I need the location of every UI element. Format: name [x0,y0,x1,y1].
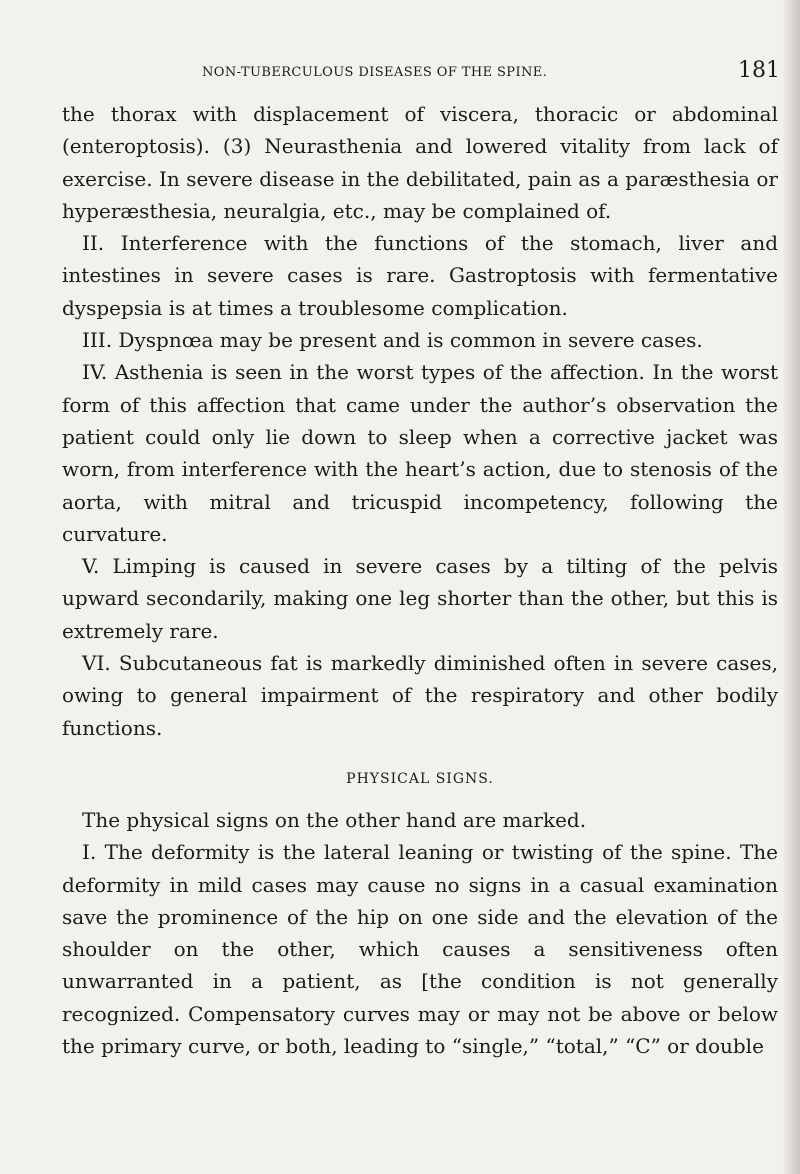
section-heading: PHYSICAL SIGNS. [346,770,494,787]
page-header [200,58,780,88]
paragraph-item-v: V. Limping is caused in severe cases by a tilting of the pelvis upward secondarily, making one leg shorter than the other, but this is extremely rare. [62,554,778,643]
paragraph-item-iv: IV. Asthenia is seen in the worst types of the affection. In the worst form of this affection that came under the author’s observation the patient could only lie down to sleep when a corrective jacket was worn, from interference with the heart’s action, due to stenosis of the aorta, with mitral and tricuspid incompetency, following the curvature. [62,360,778,546]
page-edge-shadow [782,0,800,1174]
paragraph-item-vi: VI. Subcutaneous fat is markedly diminished often in severe cases, owing to general impairment of the respiratory and other bodily functions. [62,651,778,740]
running-head: NON-TUBERCULOUS DISEASES OF THE SPINE. [202,65,548,80]
page-number: 181 [738,58,780,83]
paragraph-physical-signs-item-i: I. The deformity is the lateral leaning or twisting of the spine. The deformity in mild cases may cause no signs in a casual examination save the prominence of the hip on one side and the elevation of the shoulder on the other, which causes a sensitiveness often unwarranted in a patient, as [the condition is not generally recognized. Compensatory curves may or may not be above or below the primary curve, or both, leading to “single,” “total,” “C” or double [62,840,778,1059]
paragraph-item-iii: III. Dyspnœa may be present and is common in severe cases. [82,328,703,353]
body-text [62,98,778,1062]
paragraph-item-ii: II. Interference with the functions of the stomach, liver and intestines in severe cases is rare. Gastroptosis with fermentative dyspepsia is at times a troublesome complication. [62,231,778,320]
paragraph-continuation: the thorax with displacement of viscera, thoracic or abdominal (enteroptosis). (3) Neurasthenia and lowered vitality from lack of exercise. In severe disease in the debilitated, pain as a paræsthesia or hyperæsthesia, neuralgia, etc., may be complained of. [62,102,778,223]
paragraph-physical-signs-intro: The physical signs on the other hand are marked. [82,807,587,832]
